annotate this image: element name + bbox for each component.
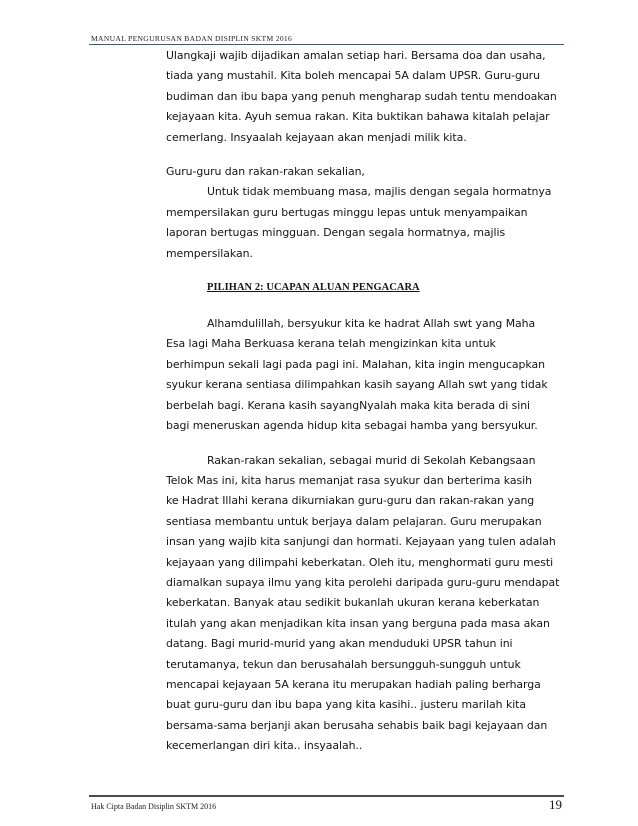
page-header: MANUAL PENGURUSAN BADAN DISIPLIN SKTM 2016 — [91, 34, 293, 43]
text-line: buat guru-guru dan ibu bapa yang kita kasihi.. justeru marilah kita — [166, 698, 527, 712]
footer-copyright: Hak Cipta Badan Disiplin SKTM 2016 — [91, 802, 217, 811]
text-line: ke Hadrat Illahi kerana dikurniakan guru-guru dan rakan-rakan yang — [166, 494, 535, 508]
text-line: keberkatan. Banyak atau sedikit bukanlah ukuran kerana keberkatan — [166, 596, 540, 610]
text-line: Telok Mas ini, kita harus memanjat rasa syukur dan berterima kasih — [166, 473, 532, 487]
section-heading: PILIHAN 2: UCAPAN ALUAN PENGACARA — [207, 282, 420, 294]
text-line: sentiasa membantu untuk berjaya dalam pelajaran. Guru merupakan — [166, 514, 542, 528]
text-line: kecemerlangan diri kita.. insyaalah.. — [166, 739, 363, 753]
text-line: berbelah bagi. Kerana kasih sayangNyalah maka kita berada di sini — [166, 398, 531, 412]
text-line: insan yang wajib kita sanjungi dan hormati. Kejayaan yang tulen adalah — [166, 535, 556, 549]
page-body — [166, 46, 566, 757]
salutation-line: Guru-guru dan rakan-rakan sekalian, — [166, 165, 365, 179]
text-line: terutamanya, tekun dan berusahalah bersungguh-sungguh untuk — [166, 657, 521, 671]
text-line: Ulangkaji wajib dijadikan amalan setiap hari. Bersama doa dan usaha, — [166, 49, 546, 62]
text-line: diamalkan supaya ilmu yang kita perolehi daripada guru-guru mendapat — [166, 575, 560, 589]
paragraph-spacer — [166, 298, 566, 314]
text-line: kejayaan yang dilimpahi keberkatan. Oleh itu, menghormati guru mesti — [166, 555, 554, 569]
text-line: bersama-sama berjanji akan berusaha sehabis baik bagi kejayaan dan — [166, 718, 548, 732]
text-line: datang. Bagi murid-murid yang akan menduduki UPSR tahun ini — [166, 637, 513, 651]
footer-divider — [89, 795, 564, 797]
text-line: bagi meneruskan agenda hidup kita sebagai hamba yang bersyukur. — [166, 419, 538, 433]
text-line: mencapai kejayaan 5A kerana itu merupakan hadiah paling berharga — [166, 677, 541, 691]
page-number: 19 — [549, 797, 562, 812]
paragraph-alhamdulillah — [166, 314, 566, 436]
text-line: cemerlang. Insyaalah kejayaan akan menjadi milik kita. — [166, 130, 467, 144]
paragraph-ulangkaji — [166, 46, 566, 148]
paragraph-rakan-rakan — [166, 451, 566, 757]
text-line: Untuk tidak membuang masa, majlis dengan segala hormatnya — [207, 185, 552, 199]
header-divider — [89, 44, 564, 45]
text-line: mempersilakan. — [166, 246, 253, 260]
text-line: Rakan-rakan sekalian, sebagai murid di Sekolah Kebangsaan — [207, 453, 536, 467]
paragraph-spacer — [166, 437, 566, 451]
text-line: syukur kerana sentiasa dilimpahkan kasih sayang Allah swt yang tidak — [166, 378, 548, 392]
text-line: Esa lagi Maha Berkuasa kerana telah mengizinkan kita untuk — [166, 337, 496, 351]
text-line: Alhamdulillah, bersyukur kita ke hadrat Allah swt yang Maha — [207, 317, 536, 331]
paragraph-jemputan — [166, 162, 566, 264]
text-line: laporan bertugas mingguan. Dengan segala hormatnya, majlis — [166, 226, 506, 240]
text-line: berhimpun sekali lagi pada pagi ini. Malahan, kita ingin mengucapkan — [166, 357, 545, 371]
text-line: mempersilakan guru bertugas minggu lepas untuk menyampaikan — [166, 205, 528, 219]
text-line: kejayaan kita. Ayuh semua rakan. Kita buktikan bahawa kitalah pelajar — [166, 110, 550, 124]
paragraph-spacer — [166, 148, 566, 162]
text-line: tiada yang mustahil. Kita boleh mencapai 5A dalam UPSR. Guru-guru — [166, 69, 540, 83]
text-line: itulah yang akan menjadikan kita insan yang berguna pada masa akan — [166, 616, 550, 630]
paragraph-spacer — [166, 264, 566, 278]
text-line: budiman dan ibu bapa yang penuh mengharap sudah tentu mendoakan — [166, 89, 557, 103]
